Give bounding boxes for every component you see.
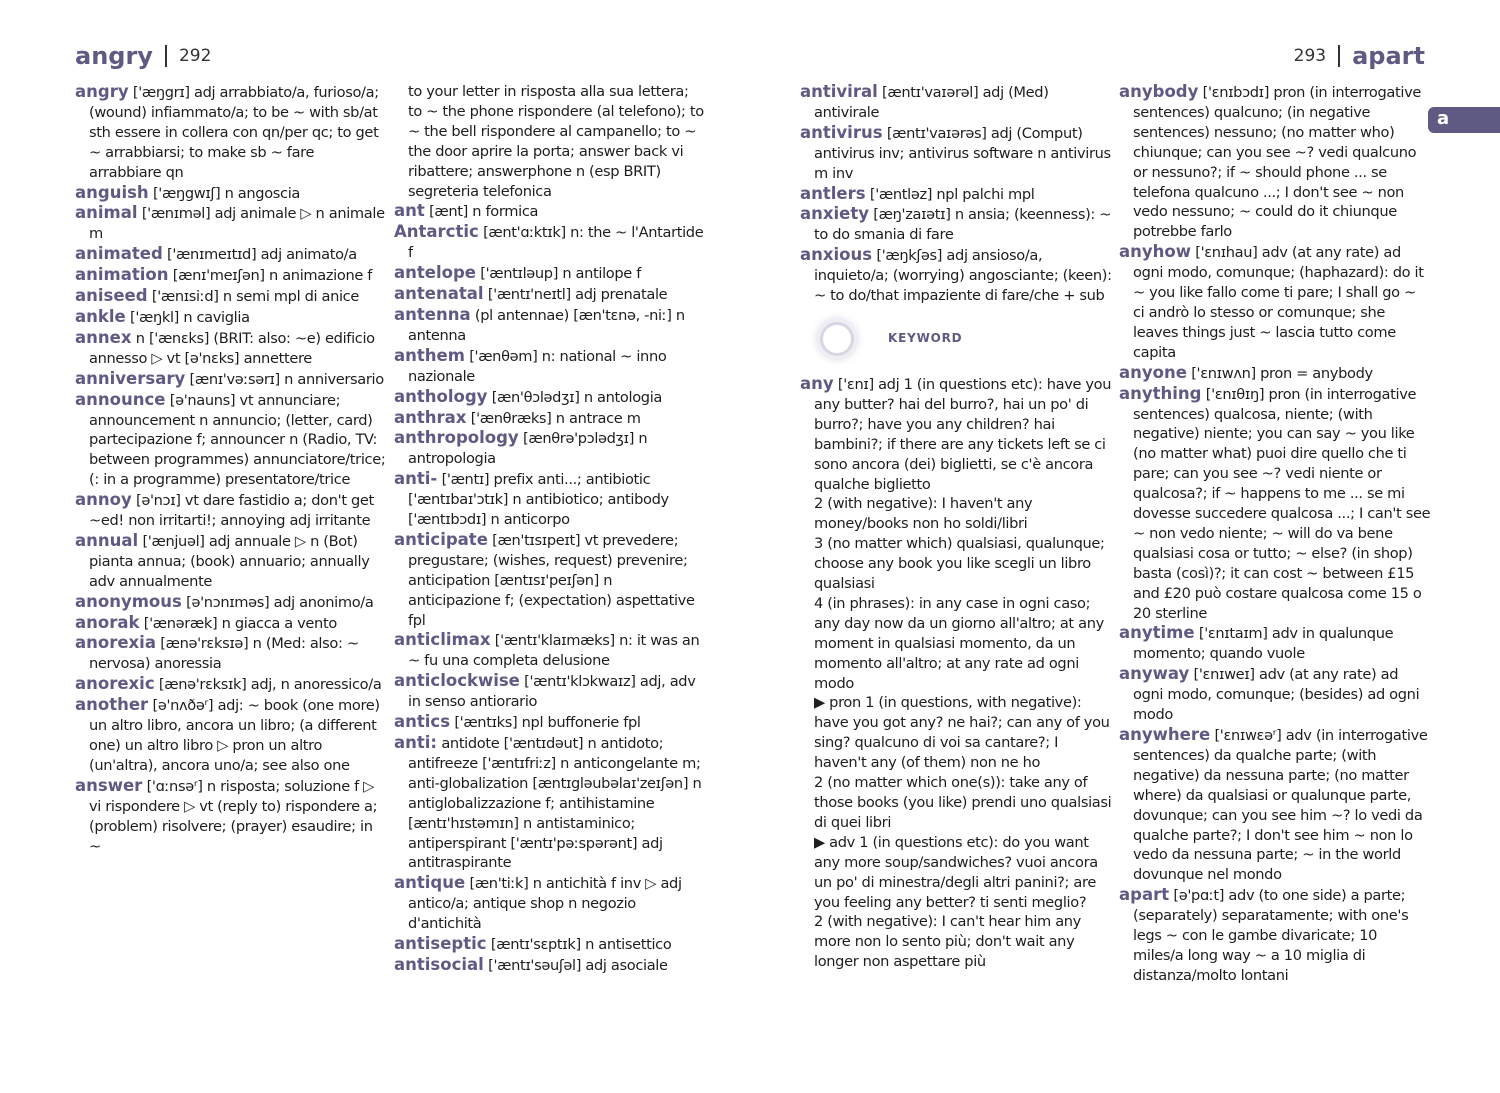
headword: anthropology — [394, 428, 519, 448]
entry-anytime: anytime ['ɛnɪtaɪm] adv in qualunque momento; quando vuole — [1119, 623, 1394, 663]
entry-any-adv-2: 2 (with negative): I can't hear him any more non lo sento più; don't wait any longer non aspettare più — [814, 913, 1081, 971]
headword: anybody — [1119, 82, 1199, 101]
entry-answer: answer ['ɑːnsəʳ] n risposta; soluzione f ▷ vi rispondere ▷ vt (reply to) rispondere a; (problem) risolvere; (prayer) esaudire; in ~ — [75, 775, 378, 855]
right-guide-word: apart — [1352, 42, 1425, 70]
entry-antenatal: antenatal ['æntɪ'neɪtl] adj prenatale — [394, 284, 668, 304]
entry-anguish: anguish ['æŋgwɪʃ] n angoscia — [75, 182, 301, 202]
entry-antisocial: antisocial ['æntɪ'səuʃəl] adj asociale — [394, 954, 668, 974]
left-page-header — [75, 42, 211, 70]
entry-antarctic: Antarctic [ænt'ɑːktɪk] n: the ~ l'Antartide f — [394, 222, 704, 262]
entry-anywhere: anywhere ['ɛnɪwɛəʳ] adv (in interrogative sentences) da qualche parte; (with negative) da nessuna parte; (no matter where) da qualsiasi or qualunque parte, dovunque; can you see him ~? lo vedi da qualche parte?; I don't see him ~ non lo vedo da nessuna parte; ~ in the world dovunque nel mondo — [1119, 725, 1428, 884]
headword: any — [800, 373, 834, 393]
headword: ant — [394, 201, 425, 221]
entry-any-sense-3: 3 (no matter which) qualsiasi, qualunque; choose any book you like scegli un libro qualsiasi — [814, 535, 1105, 593]
entry-any: any ['ɛnɪ] adj 1 (in questions etc): have you any butter? hai del burro?, hai un po' di burro?; have you any children? hai bambini?; if there are any tickets left se ci sono ancora (dei) biglietti, se c'è ancora qualche biglietto — [800, 373, 1112, 493]
header-divider — [165, 45, 167, 67]
headword: animated — [75, 244, 163, 264]
headword: antelope — [394, 263, 476, 283]
headword: another — [75, 695, 149, 715]
headword: anytime — [1119, 623, 1195, 643]
header-divider — [1338, 45, 1340, 67]
entry-anthem: anthem ['ænθəm] n: national ~ inno nazionale — [394, 345, 667, 385]
headword: anorak — [75, 612, 140, 632]
entry-anorexia: anorexia [ænə'rɛksɪə] n (Med: also: ~ nervosa) anoressia — [75, 633, 359, 673]
headword: aniseed — [75, 286, 148, 306]
headword: anticipate — [394, 529, 488, 549]
entry-antiviral: antiviral [æntɪ'vaɪərəl] adj (Med) antivirale — [800, 82, 1049, 121]
entry-anorexic: anorexic [ænə'rɛksɪk] adj, n anoressico/a — [75, 674, 382, 694]
entry-anticlockwise: anticlockwise ['æntɪ'klɔkwaɪz] adj, adv in senso antiorario — [394, 671, 696, 711]
headword: animal — [75, 203, 138, 223]
entry-ant: ant [ænt] n formica — [394, 201, 539, 221]
headword: announce — [75, 389, 166, 409]
dictionary-column-2 — [394, 82, 706, 976]
dictionary-column-4 — [1119, 82, 1431, 986]
headword: ankle — [75, 306, 126, 326]
entry-annual: annual ['ænjuəl] adj annuale ▷ n (Bot) pianta annua; (book) annuario; annually adv annualmente — [75, 530, 370, 590]
headword: angry — [75, 82, 129, 101]
entry-any-pron: ▶ pron 1 (in questions, with negative): have you got any? ne hai?; can any of you sing? qualcuno di voi sa cantare?; I haven't any (of them) non ne ho — [814, 694, 1110, 772]
entry-anticipate: anticipate [æn'tɪsɪpeɪt] vt prevedere; pregustare; (wishes, request) prevenire; anticipation [æntɪsɪ'peɪʃən] n anticipazione f; (expectation) aspettative fpl — [394, 529, 695, 629]
headword: antiseptic — [394, 934, 487, 954]
entry-anonymous: anonymous [ə'nɔnɪməs] adj anonimo/a — [75, 591, 374, 611]
headword: antlers — [800, 183, 866, 203]
entry-any-pron-2: 2 (no matter which one(s)): take any of those books (you like) prendi uno qualsiasi di quei libri — [814, 774, 1112, 831]
entry-antivirus: antivirus [æntɪ'vaɪərəs] adj (Comput) antivirus inv; antivirus software n antivirus m inv — [800, 122, 1111, 182]
headword: anywhere — [1119, 725, 1211, 744]
left-guide-word: angry — [75, 42, 153, 70]
headword: anything — [1119, 383, 1202, 403]
headword: anonymous — [75, 591, 182, 611]
entry-announce: announce [ə'nauns] vt annunciare; announcement n annuncio; (letter, card) partecipazione f; announcer n (Radio, TV: between programmes) annunciatore/trice; (: in a programme) presentatore/trice — [75, 389, 386, 489]
entry-anyway: anyway ['ɛnɪweɪ] adv (at any rate) ad ogni modo, comunque; (besides) ad ogni modo — [1119, 664, 1420, 724]
entry-anxiety: anxiety [æŋ'zaɪətɪ] n ansia; (keenness): ~ to do smania di fare — [800, 204, 1112, 244]
headword: apart — [1119, 885, 1170, 905]
headword: antics — [394, 712, 451, 732]
entry-anybody: anybody ['ɛnɪbɔdɪ] pron (in interrogative sentences) qualcuno; (in negative sentences) nessuno; (no matter who) chiunque; can you see ~? vedi qualcuno or nessuno?; if ~ should phone ... se telefona qualcuno ...; I don't see ~ non vedo nessuno; ~ could do it chiunque potrebbe farlo — [1119, 82, 1422, 241]
right-page-header — [1294, 42, 1425, 70]
right-page-number: 293 — [1293, 46, 1327, 66]
entry-antenna: antenna (pl antennae) [æn'tɛnə, -niː] n antenna — [394, 304, 685, 344]
entry-annex: annex n ['ænɛks] (BRIT: also: ~e) edificio annesso ▷ vt [ə'nɛks] annettere — [75, 327, 375, 367]
headword: anti: — [394, 733, 438, 752]
entry-animation: animation [ænɪ'meɪʃən] n animazione f — [75, 265, 373, 285]
entry-animated: animated ['ænɪmeɪtɪd] adj animato/a — [75, 244, 357, 264]
entry-aniseed: aniseed ['ænɪsiːd] n semi mpl di anice — [75, 286, 359, 306]
dictionary-column-1 — [75, 82, 387, 856]
entry-antlers: antlers ['æntləz] npl palchi mpl — [800, 183, 1035, 203]
entry-annoy: annoy [ə'nɔɪ] vt dare fastidio a; don't get ~ed! non irritarti!; annoying adj irritante — [75, 490, 374, 530]
entry-ankle: ankle ['æŋkl] n caviglia — [75, 306, 250, 326]
keyword-circle-icon — [820, 322, 854, 356]
entry-anyhow: anyhow ['ɛnɪhau] adv (at any rate) ad ogni modo, comunque; (haphazard): do it ~ you like fallo come ti pare; I shall go ~ ci andrò lo stesso or comunque; she leaves things just ~ lascia tutto come capita — [1119, 242, 1424, 361]
headword: Antarctic — [394, 222, 479, 242]
keyword-badge — [820, 314, 1112, 364]
headword: anguish — [75, 182, 149, 202]
headword: annex — [75, 327, 132, 347]
headword: anticlockwise — [394, 671, 520, 691]
entry-anti-compounds: anti: antidote ['æntɪdəut] n antidoto; antifreeze ['æntɪfriːz] n anticongelante m; anti-globalization [æntɪgləubəlaɪ'zeɪʃən] n antiglobalizzazione f; antihistamine [æntɪ'hɪstəmɪn] n antistaminico; antiperspirant ['æntɪ'pəːspərənt] adj antitraspirante — [394, 733, 702, 872]
entry-animal: animal ['ænɪməl] adj animale ▷ n animale m — [75, 203, 385, 243]
headword: annoy — [75, 490, 132, 510]
headword: antenatal — [394, 284, 484, 304]
entry-anti-prefix: anti- ['æntɪ] prefix anti...; antibiotic ['æntɪbaɪ'ɔtɪk] n antibiotico; antibody ['æntɪbɔdɪ] n anticorpo — [394, 469, 669, 529]
entry-anyone: anyone ['ɛnɪwʌn] pron = anybody — [1119, 362, 1373, 382]
entry-antique: antique [æn'tiːk] n antichità f inv ▷ adj antico/a; antique shop n negozio d'antichità — [394, 873, 682, 933]
headword: anti- — [394, 469, 438, 489]
entry-any-sense-2: 2 (with negative): I haven't any money/books non ho soldi/libri — [814, 495, 1033, 533]
entry-apart: apart [ə'pɑːt] adv (to one side) a parte; (separately) separatamente; with one's legs ~ con le gambe divaricate; 10 miles/a long way ~ a 10 miglia di distanza/molto lontani — [1119, 885, 1409, 984]
entry-anorak: anorak ['ænəræk] n giacca a vento — [75, 612, 337, 632]
entry-antelope: antelope ['æntɪləup] n antilope f — [394, 263, 642, 283]
headword: anniversary — [75, 368, 186, 388]
headword: antenna — [394, 304, 471, 324]
headword: anticlimax — [394, 630, 491, 650]
entry-anticlimax: anticlimax ['æntɪ'klaɪmæks] n: it was an ~ fu una completa delusione — [394, 630, 700, 670]
headword: answer — [75, 775, 143, 795]
entry-angry: angry ['æŋgrɪ] adj arrabbiato/a, furioso/a; (wound) infiammato/a; to be ~ with sb/at sth essere in collera con qn/per qc; to get ~ arrabbiarsi; to make sb ~ fare arrabbiare qn — [75, 82, 379, 181]
headword: antiviral — [800, 82, 878, 101]
headword: anyhow — [1119, 242, 1191, 262]
entry-antiseptic: antiseptic [æntɪ'sɛptɪk] n antisettico — [394, 934, 672, 954]
headword: anyone — [1119, 362, 1187, 382]
entry-anxious: anxious ['æŋkʃəs] adj ansioso/a, inquieto/a; (worrying) angosciante; (keen): ~ to do/that impaziente di fare/che + sub — [800, 245, 1112, 305]
keyword-label: KEYWORD — [888, 331, 963, 346]
headword: antisocial — [394, 954, 484, 974]
entry-anniversary: anniversary [ænɪ'vəːsərɪ] n anniversario — [75, 368, 384, 388]
dictionary-column-3 — [800, 82, 1112, 972]
headword: anyway — [1119, 664, 1190, 684]
entry-anthology: anthology [æn'θɔlədʒɪ] n antologia — [394, 386, 662, 406]
entry-answer-continued: to your letter in risposta alla sua lettera; to ~ the phone rispondere (al telefono); to ~ the bell rispondere al campanello; to ~ the door aprire la porta; answer back vi ribattere; answerphone n (esp BRIT) segreteria telefonica — [408, 83, 704, 200]
headword: antique — [394, 873, 466, 893]
headword: anxious — [800, 245, 873, 265]
headword: antivirus — [800, 122, 883, 142]
headword: anthem — [394, 345, 465, 365]
headword: anxiety — [800, 204, 870, 224]
headword: anthrax — [394, 407, 467, 427]
headword: animation — [75, 265, 169, 285]
headword: annual — [75, 530, 139, 550]
letter-thumb-tab: a — [1428, 107, 1500, 133]
entry-anything: anything ['ɛnɪθɪŋ] pron (in interrogative sentences) qualcosa, niente; (with negative) niente; you can say ~ you like (no matter what) puoi dire quello che ti pare; can you see ~? vedi niente or qualcosa?; if ~ happens to me ... se mi dovesse succedere qualcosa ...; I can't see ~ non vedo niente; ~ will do va bene qualsiasi cosa or tutto; ~ else? (in shop) basta (così)?; it can cost ~ between £15 and £20 può costare qualcosa come 15 o 20 sterline — [1119, 383, 1431, 622]
entry-anthropology: anthropology [ænθrə'pɔlədʒɪ] n antropologia — [394, 428, 648, 468]
entry-any-sense-4: 4 (in phrases): in any case in ogni caso; any day now da un giorno all'altro; at any moment in qualsiasi momento, da un momento all'altro; at any rate ad ogni modo — [814, 594, 1104, 692]
headword: anthology — [394, 386, 488, 406]
left-page-number: 292 — [178, 46, 212, 66]
entry-antics: antics ['æntɪks] npl buffonerie fpl — [394, 712, 641, 732]
headword: anorexic — [75, 674, 155, 694]
entry-another: another [ə'nʌðəʳ] adj: ~ book (one more) un altro libro, ancora un libro; (a different one) un altro libro ▷ pron un altro (un'altra), ancora uno/a; see also one — [75, 695, 380, 774]
entry-anthrax: anthrax ['ænθræks] n antrace m — [394, 407, 641, 427]
headword: anorexia — [75, 633, 156, 653]
entry-any-adv: ▶ adv 1 (in questions etc): do you want any more soup/sandwiches? vuoi ancora un po' di minestra/degli altri panini?; are you feeling any better? ti senti meglio? — [814, 833, 1098, 911]
